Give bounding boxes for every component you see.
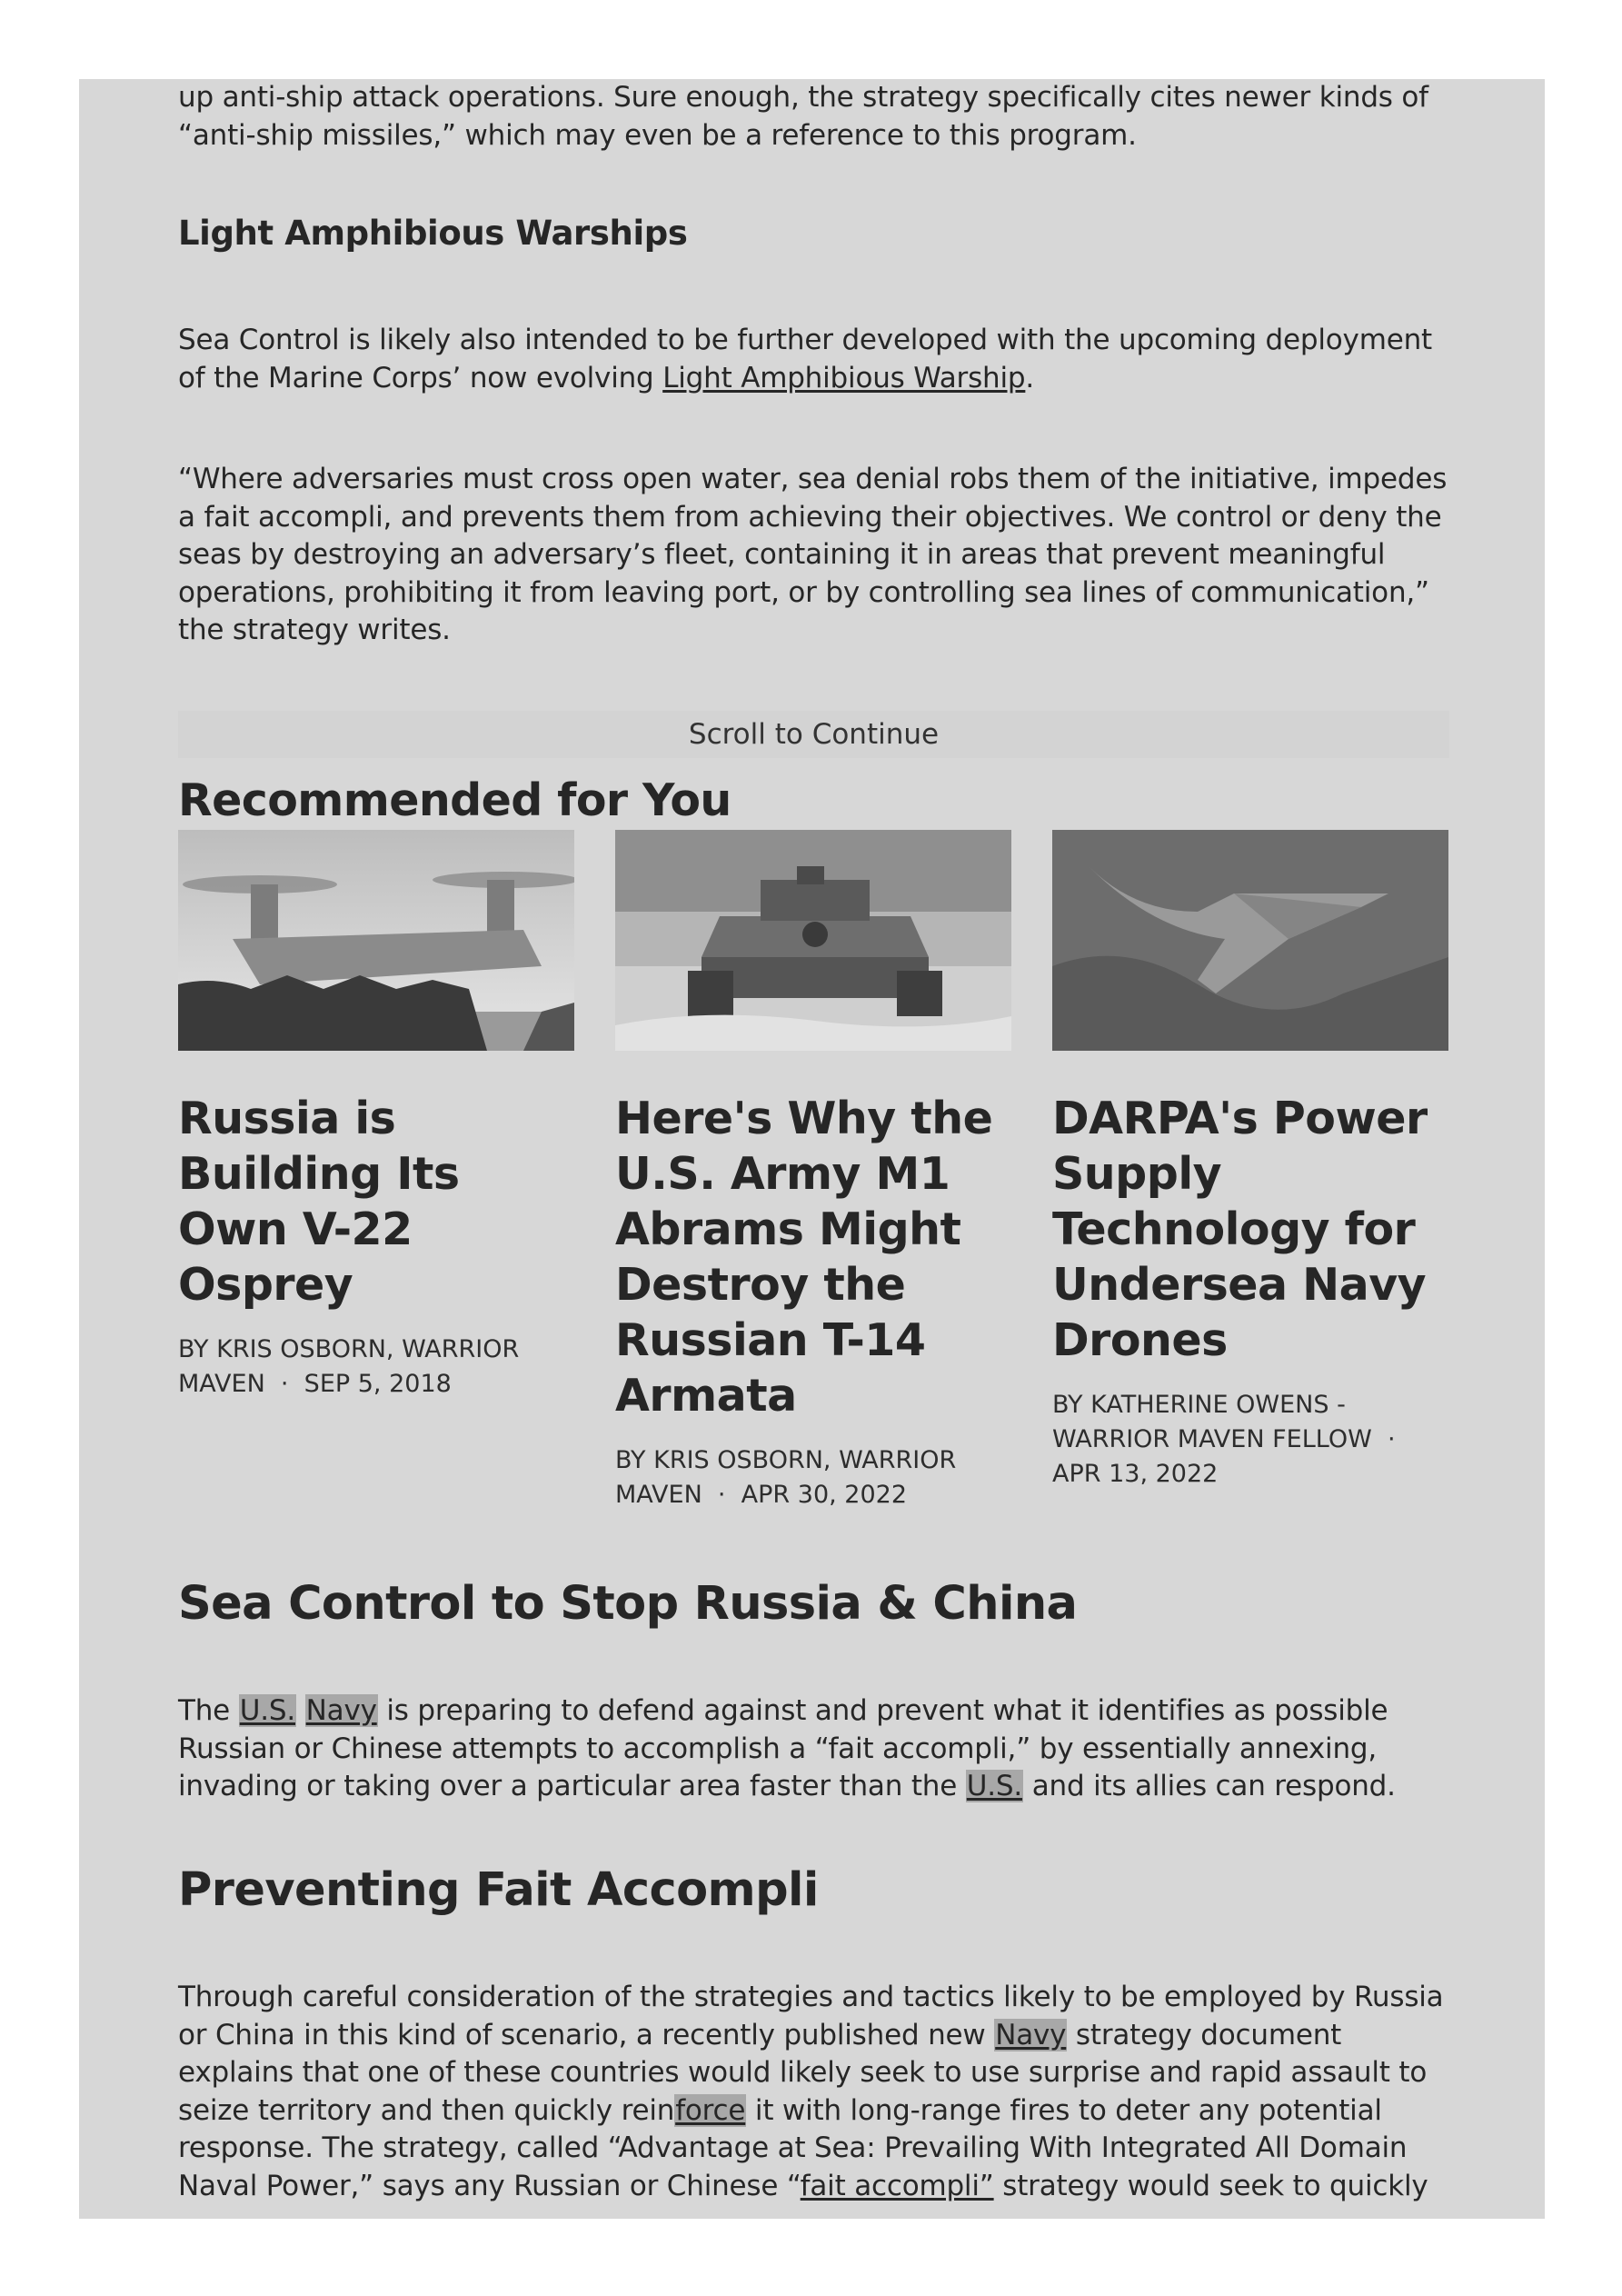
- intro-paragraph: up anti-ship attack operations. Sure enough, the strategy specifically cites newer kinds of “anti-ship missiles,” which may even be a reference to this program.: [178, 81, 1428, 152]
- osprey-photo[interactable]: [178, 830, 574, 1051]
- fait-accompli-link[interactable]: fait accompli”: [800, 2169, 994, 2202]
- recommended-card[interactable]: [178, 830, 574, 1402]
- light-amphibious-warship-link[interactable]: Light Amphibious Warship: [662, 361, 1026, 394]
- navy-paragraph: [178, 1692, 1449, 1806]
- paragraph-text: [296, 1694, 305, 1727]
- card-byline: BY KRIS OSBORN, WARRIOR MAVEN · APR 30, 2022: [615, 1446, 957, 1509]
- undersea-drone-photo[interactable]: [1052, 830, 1448, 1051]
- article-page: [79, 79, 1545, 2219]
- us-tag-link[interactable]: U.S.: [239, 1694, 295, 1727]
- paragraph-text: Sea Control is likely also intended to be further developed with the upcoming deployment of the Marine Corps’ now evolving: [178, 324, 1432, 394]
- heading-sea-control: Sea Control to Stop Russia & China: [178, 1577, 1078, 1631]
- heading-light-amphibious-warships: Light Amphibious Warships: [178, 214, 688, 253]
- paragraph-text: .: [1025, 361, 1035, 394]
- scroll-to-continue-banner[interactable]: Scroll to Continue: [178, 711, 1449, 758]
- strategy-quote-paragraph: “Where adversaries must cross open water, sea denial robs them of the initiative, impedes a fait accompli, and prevents them from achieving their objectives. We control or deny the seas by destroying an adversary’s fleet, containing it in areas that prevent meaningful operations, prohibiting it from leaving port, or by controlling sea lines of communication,” the strategy writes.: [178, 463, 1448, 646]
- card-byline: BY KATHERINE OWENS - WARRIOR MAVEN FELLOW · APR 13, 2022: [1052, 1391, 1404, 1488]
- paragraph-text: strategy would seek to quickly: [993, 2169, 1428, 2202]
- heading-preventing-fait-accompli: Preventing Fait Accompli: [178, 1863, 819, 1917]
- card-byline: BY KRIS OSBORN, WARRIOR MAVEN · SEP 5, 2018: [178, 1335, 520, 1398]
- paragraph-text: Through careful consideration of the strategies and tactics likely to be employed by Russia or China in this kind of scenario, a recently published new: [178, 1981, 1444, 2051]
- force-tag-link[interactable]: force: [675, 2093, 746, 2127]
- navy-tag-link[interactable]: Navy: [305, 1694, 377, 1727]
- card-headline[interactable]: Russia is Building Its Own V-22 Osprey: [178, 1093, 460, 1311]
- us-tag-link[interactable]: U.S.: [966, 1770, 1023, 1802]
- card-headline[interactable]: DARPA's Power Supply Technology for Undersea Navy Drones: [1052, 1093, 1428, 1366]
- paragraph-text: The: [178, 1694, 239, 1727]
- recommended-card[interactable]: [615, 830, 1011, 1512]
- navy-tag-link[interactable]: Navy: [995, 2018, 1067, 2051]
- abrams-tank-photo[interactable]: [615, 830, 1011, 1051]
- paragraph-text: it with long-range fires to deter any potential response. The strategy, called “Advantage at Sea: Prevailing With Integrated All Domain Naval Power,” says any Russian or Chinese “: [178, 2093, 1408, 2202]
- fait-accompli-paragraph: [178, 1979, 1449, 2205]
- recommended-card[interactable]: [1052, 830, 1448, 1492]
- paragraph-text: strategy document explains that one of these countries would likely seek to use surprise and rapid assault to seize territory and then quickly rein: [178, 2018, 1428, 2127]
- card-headline[interactable]: Here's Why the U.S. Army M1 Abrams Might Destroy the Russian T-14 Armata: [615, 1093, 993, 1422]
- recommended-heading: Recommended for You: [178, 774, 731, 826]
- sea-control-paragraph: [178, 322, 1449, 397]
- paragraph-text: and its allies can respond.: [1023, 1770, 1396, 1802]
- paragraph-text: is preparing to defend against and prevent what it identifies as possible Russian or Chinese attempts to accomplish a “fait accompli,” by essentially annexing, invading or taking over a particular area faster than the: [178, 1694, 1388, 1802]
